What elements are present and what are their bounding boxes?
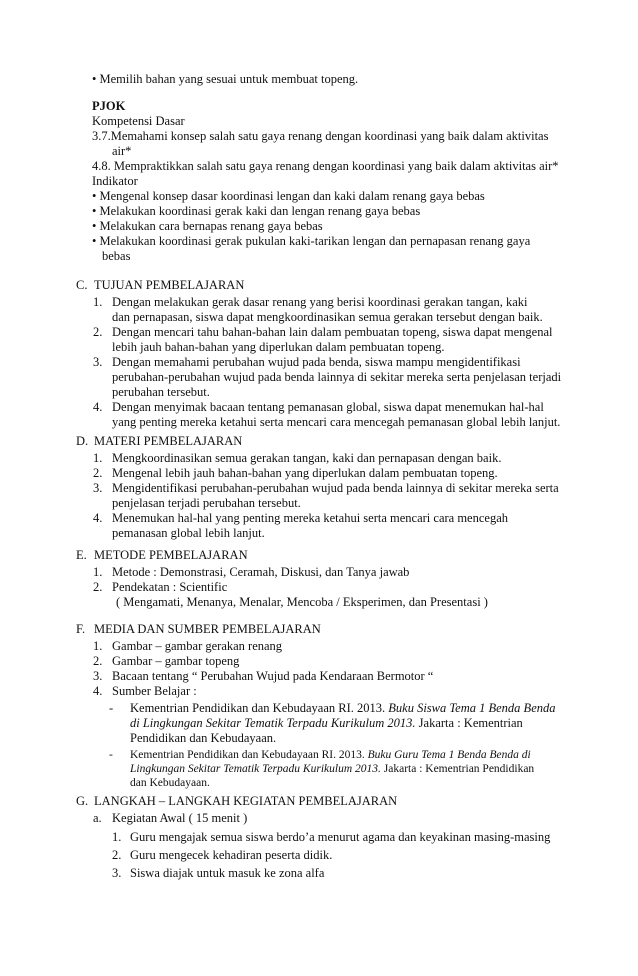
list-item: 4. Menemukan hal-hal yang penting mereka ketahui serta mencari cara mencegah pemanasan global lebih lanjut. xyxy=(93,511,508,540)
section-title: TUJUAN PEMBELAJARAN xyxy=(94,278,245,292)
section-heading xyxy=(76,548,576,563)
list-item: 1. Mengkoordinasikan semua gerakan tangan, kaki dan pernapasan dengan baik. xyxy=(93,451,502,465)
list-item: 1. Guru mengajak semua siswa berdo’a menurut agama dan keyakinan masing-masing xyxy=(112,830,551,844)
section-letter: G. xyxy=(76,794,89,808)
list-item: 4. Dengan menyimak bacaan tentang pemanasan global, siswa dapat menemukan hal-hal yang penting mereka ketahui serta mencari cara mencegah pemanasan global lebih lanjut. xyxy=(93,400,561,429)
list-item: 3. Bacaan tentang “ Perubahan Wujud pada Kendaraan Bermotor “ xyxy=(93,669,434,683)
list-item: 2. Gambar – gambar topeng xyxy=(93,654,240,668)
section-letter: F. xyxy=(76,622,86,636)
list-item: 3. Dengan memahami perubahan wujud pada benda, siswa mampu mengidentifikasi perubahan-perubahan wujud pada benda lainnya di sekitar mereka serta penjelasan terjadi perubahan tersebut. xyxy=(93,355,562,399)
section-letter: D. xyxy=(76,434,89,448)
section-heading xyxy=(76,794,576,809)
indikator-item: • Melakukan cara bernapas renang gaya bebas xyxy=(92,219,323,233)
kd-line-cont: air* xyxy=(112,144,132,158)
pjok-block xyxy=(92,72,559,264)
list-item: 3. Mengidentifikasi perubahan-perubahan wujud pada benda lainnya di sekitar mereka serta penjelasan terjadi perubahan tersebut. xyxy=(93,481,559,510)
subject-title: PJOK xyxy=(92,99,126,113)
kompetensi-label: Kompetensi Dasar xyxy=(92,114,185,128)
indikator-label: Indikator xyxy=(92,174,138,188)
indikator-item: • Mengenal konsep dasar koordinasi lengan dan kaki dalam renang gaya bebas xyxy=(92,189,485,203)
section-title: METODE PEMBELAJARAN xyxy=(94,548,248,562)
section-title: MATERI PEMBELAJARAN xyxy=(94,434,243,448)
list-item: 2. Guru mengecek kehadiran peserta didik. xyxy=(112,848,333,862)
section-letter: C. xyxy=(76,278,88,292)
section-title: MEDIA DAN SUMBER PEMBELAJARAN xyxy=(94,622,321,636)
section-letter: E. xyxy=(76,548,87,562)
section-materi xyxy=(76,434,576,541)
list-item: 2. Dengan mencari tahu bahan-bahan lain dalam pembuatan topeng, siswa dapat mengenal lebih jauh bahan-bahan yang diperlukan dalam pembuatan topeng. xyxy=(93,325,553,354)
bullet-line: • Memilih bahan yang sesuai untuk membuat topeng. xyxy=(92,72,359,86)
section-metode xyxy=(76,548,576,610)
section-title: LANGKAH – LANGKAH KEGIATAN PEMBELAJARAN xyxy=(94,794,398,808)
indikator-item: • Melakukan koordinasi gerak kaki dan lengan renang gaya bebas xyxy=(92,204,421,218)
indikator-item: • Melakukan koordinasi gerak pukulan kaki-tarikan lengan dan pernapasan renang gaya xyxy=(92,234,531,248)
source-item: - Kementrian Pendidikan dan Kebudayaan RI. 2013. Buku Guru Tema 1 Benda Benda di Lingkungan Sekitar Tematik Terpadu Kurikulum 2013. Jakarta : Kementrian Pendidikan dan Kebudayaan. xyxy=(109,749,535,789)
list-item: 1. Gambar – gambar gerakan renang xyxy=(93,639,283,653)
list-item: 1. Dengan melakukan gerak dasar renang yang berisi koordinasi gerakan tangan, kaki dan pernapasan, siswa dapat mengkoordinasikan semua gerakan tersebut dengan baik. xyxy=(93,295,543,324)
list-item: 4. Sumber Belajar : xyxy=(93,684,197,698)
list-item: 3. Siswa diajak untuk masuk ke zona alfa xyxy=(112,866,325,880)
section-langkah xyxy=(76,794,576,882)
sub-heading: a. Kegiatan Awal ( 15 menit ) xyxy=(93,811,248,825)
indikator-item-cont: bebas xyxy=(102,249,131,263)
section-media xyxy=(76,622,576,790)
kd-line: 3.7.Memahami konsep salah satu gaya renang dengan koordinasi yang baik dalam aktivitas xyxy=(92,129,549,143)
list-item: 2. Pendekatan : Scientific ( Mengamati, Menanya, Menalar, Mencoba / Eksperimen, dan Presentasi ) xyxy=(93,580,488,609)
section-heading xyxy=(76,434,576,449)
kd-line: 4.8. Mempraktikkan salah satu gaya renang dengan koordinasi yang baik dalam aktivitas air* xyxy=(92,159,559,173)
section-tujuan xyxy=(76,278,576,430)
section-heading xyxy=(76,622,576,637)
list-item: 1. Metode : Demonstrasi, Ceramah, Diskusi, dan Tanya jawab xyxy=(93,565,410,579)
section-heading xyxy=(76,278,576,293)
source-item: - Kementrian Pendidikan dan Kebudayaan RI. 2013. Buku Siswa Tema 1 Benda Benda di Lingkungan Sekitar Tematik Terpadu Kurikulum 2013. Jakarta : Kementrian Pendidikan dan Kebudayaan. xyxy=(109,701,556,745)
list-item: 2. Mengenal lebih jauh bahan-bahan yang diperlukan dalam pembuatan topeng. xyxy=(93,466,498,480)
